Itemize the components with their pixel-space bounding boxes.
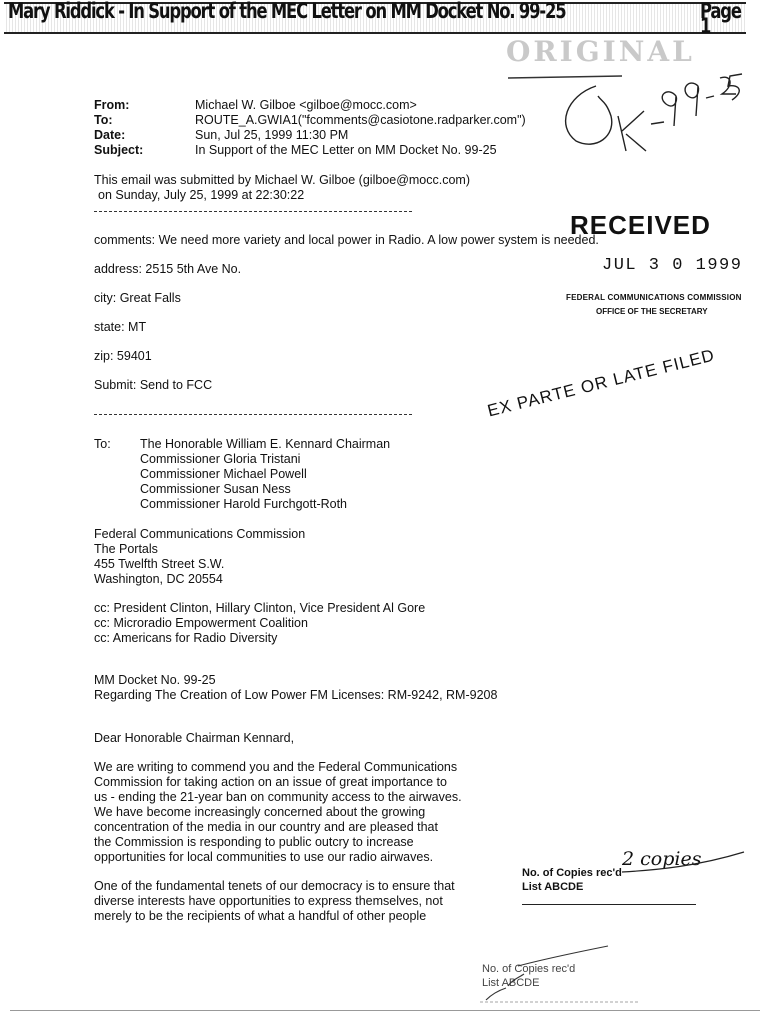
- docket-regarding: Regarding The Creation of Low Power FM Licenses: RM-9242, RM-9208: [94, 688, 498, 702]
- docket-number: MM Docket No. 99-25: [94, 673, 216, 687]
- paragraph-1-line: We have become increasingly concerned about the growing: [94, 805, 426, 819]
- handwritten-docket-text: [626, 70, 630, 85]
- date-label: Date:: [94, 128, 126, 142]
- address-line: Washington, DC 20554: [94, 572, 223, 586]
- address-line: The Portals: [94, 542, 158, 556]
- copies-handwritten-count: 2 copies: [622, 848, 702, 870]
- paragraph-2-line: One of the fundamental tenets of our democracy is to ensure that: [94, 879, 455, 893]
- from-value: Michael W. Gilboe <gilboe@mocc.com>: [195, 98, 417, 112]
- address-line: Federal Communications Commission: [94, 527, 306, 541]
- copies-rule: [522, 904, 696, 905]
- paragraph-2-line: diverse interests have opportunities to express themselves, not: [94, 894, 443, 908]
- date-value: Sun, Jul 25, 1999 11:30 PM: [195, 128, 349, 142]
- received-date-stamp: JUL 3 0 1999: [602, 256, 743, 275]
- form-comments: comments: We need more variety and local power in Radio. A low power system is needed.: [94, 233, 599, 247]
- agency-stamp: FEDERAL COMMUNICATIONS COMMISSION: [566, 293, 742, 302]
- recipient-line: Commissioner Michael Powell: [140, 467, 307, 481]
- submission-line-1: This email was submitted by Michael W. Gilboe (gilboe@mocc.com): [94, 173, 471, 187]
- document-title: Mary Riddick - In Support of the MEC Letter on MM Docket No. 99-25: [8, 0, 566, 23]
- recipients-to-label: To:: [94, 437, 111, 451]
- paragraph-2-line: merely to be the recipients of what a handful of other people: [94, 909, 427, 923]
- copies-signature-underline: [618, 848, 748, 878]
- ex-parte-stamp: EX PARTE OR LATE FILED: [485, 345, 717, 421]
- cc-line: cc: Americans for Radio Diversity: [94, 631, 278, 645]
- form-city: city: Great Falls: [94, 291, 181, 305]
- salutation: Dear Honorable Chairman Kennard,: [94, 731, 295, 745]
- paragraph-1-line: the Commission is responding to public outcry to increase: [94, 835, 414, 849]
- paragraph-1-line: concentration of the media in our country and are pleased that: [94, 820, 438, 834]
- to-value: ROUTE_A.GWIA1("fcomments@casiotone.radparker.com"): [195, 113, 526, 127]
- recipient-line: The Honorable William E. Kennard Chairman: [140, 437, 391, 451]
- copies-scribble-2: [478, 944, 648, 1004]
- from-label: From:: [94, 98, 130, 112]
- recipient-line: Commissioner Gloria Tristani: [140, 452, 301, 466]
- form-submit: Submit: Send to FCC: [94, 378, 213, 392]
- recipient-line: Commissioner Harold Furchgott-Roth: [140, 497, 348, 511]
- recipient-line: Commissioner Susan Ness: [140, 482, 291, 496]
- to-label: To:: [94, 113, 113, 127]
- paragraph-1-line: opportunities for local communities to use our radio airwaves.: [94, 850, 434, 864]
- page-bottom-rule: [10, 1010, 760, 1011]
- page-number: Page 1: [700, 0, 741, 38]
- address-line: 455 Twelfth Street S.W.: [94, 557, 225, 571]
- office-stamp: OFFICE OF THE SECRETARY: [596, 307, 708, 316]
- cc-line: cc: President Clinton, Hillary Clinton, Vice President Al Gore: [94, 601, 426, 615]
- original-stamp: ORIGINAL: [506, 35, 695, 68]
- copies-received-label-2: No. of Copies rec'd: [482, 963, 576, 975]
- form-zip: zip: 59401: [94, 349, 152, 363]
- divider-top: [94, 211, 412, 212]
- form-state: state: MT: [94, 320, 147, 334]
- submission-line-2: on Sunday, July 25, 1999 at 22:30:22: [98, 188, 305, 202]
- subject-value: In Support of the MEC Letter on MM Docket No. 99-25: [195, 143, 497, 157]
- form-address: address: 2515 5th Ave No.: [94, 262, 242, 276]
- cc-line: cc: Microradio Empowerment Coalition: [94, 616, 308, 630]
- received-stamp: RECEIVED: [570, 210, 711, 240]
- paragraph-1-line: Commission for taking action on an issue of great importance to: [94, 775, 447, 789]
- copies-list-label-2: List ABCDE: [482, 977, 540, 989]
- paragraph-1-line: us - ending the 21-year ban on community access to the airwaves.: [94, 790, 462, 804]
- copies-received-label: No. of Copies rec'd: [522, 867, 622, 879]
- paragraph-1-line: We are writing to commend you and the Federal Communications: [94, 760, 458, 774]
- copies-list-label: List ABCDE: [522, 881, 584, 893]
- subject-label: Subject:: [94, 143, 144, 157]
- handwritten-docket-signature: [556, 56, 756, 166]
- divider-bottom: [94, 414, 412, 415]
